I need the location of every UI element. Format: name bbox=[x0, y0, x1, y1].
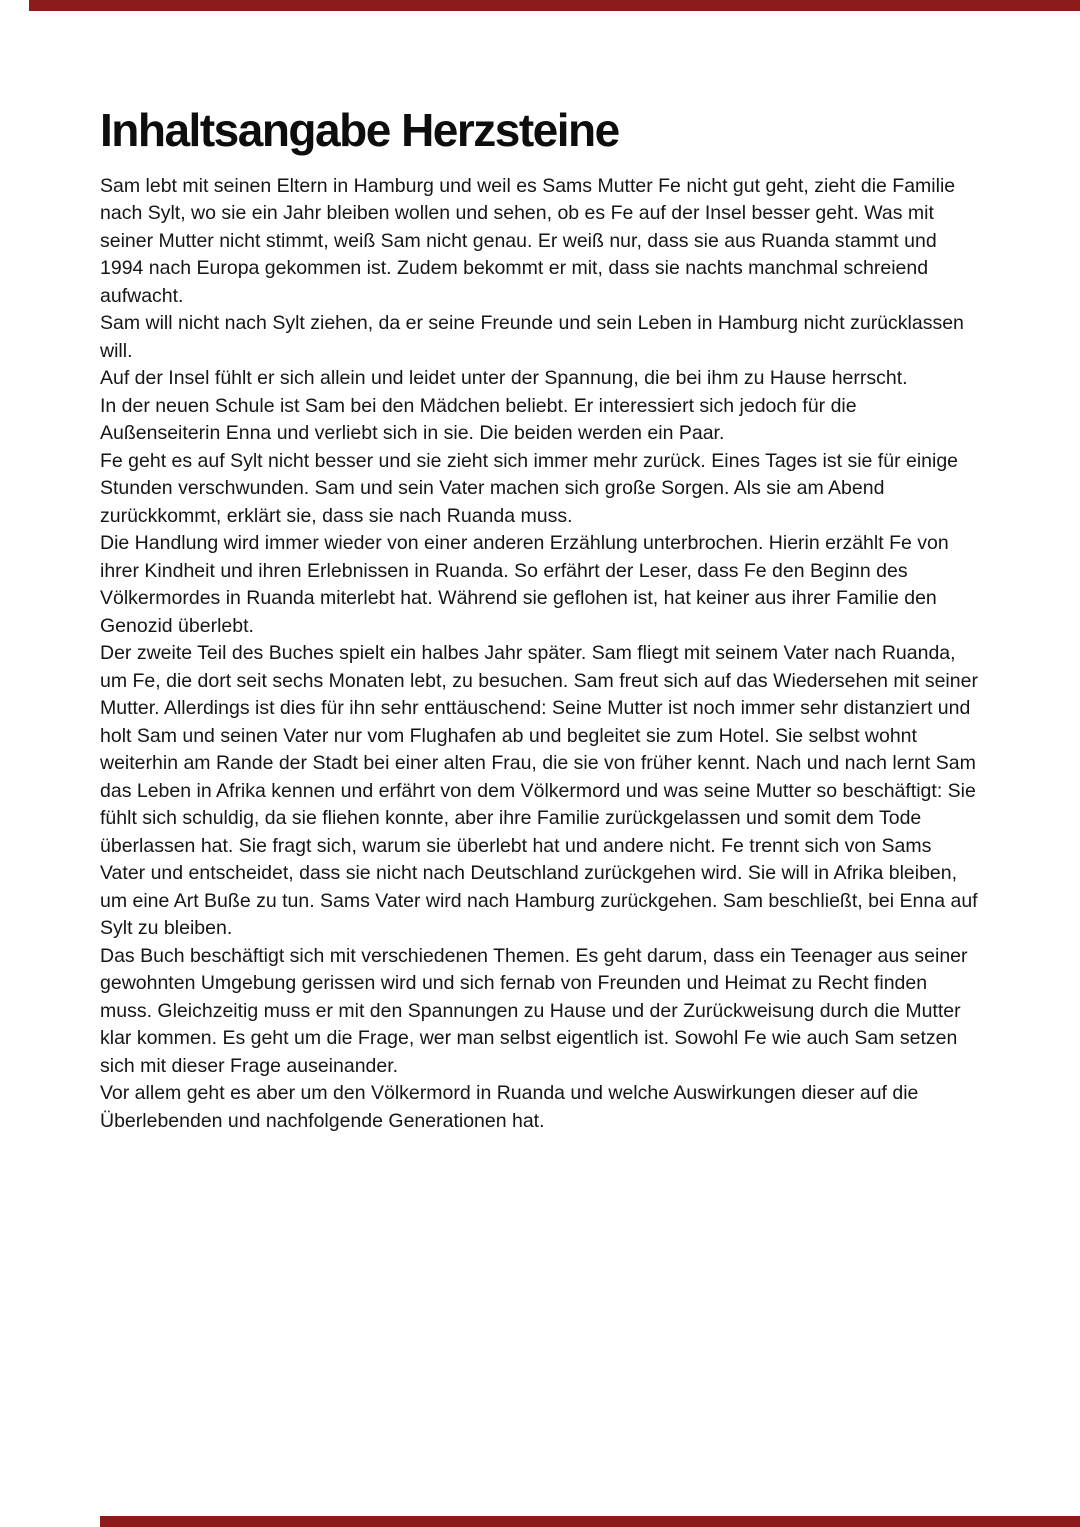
paragraph-sam-refusal: Sam will nicht nach Sylt ziehen, da er seine Freunde und sein Leben in Hamburg nicht zurücklassen will. bbox=[100, 312, 964, 362]
paragraph-themes: Das Buch beschäftigt sich mit verschiedenen Themen. Es geht darum, dass ein Teenager aus seiner gewohnten Umgebung gerissen wird und sich fernab von Freunden und Heimat zu Recht finden muss. Gleichzeitig muss er mit den Spannungen zu Hause und der Zurückweisung durch die Mutter klar kommen. Es geht um die Frage, wer man selbst eigentlich ist. Sowohl Fe wie auch Sam setzen sich mit dieser Frage auseinander. bbox=[100, 944, 968, 1077]
document-content bbox=[100, 104, 980, 1135]
paragraph-school-enna: In der neuen Schule ist Sam bei den Mädchen beliebt. Er interessiert sich jedoch für die Außenseiterin Enna und verliebt sich in sie. Die beiden werden ein Paar. bbox=[100, 394, 857, 445]
paragraph-genocide-conclusion: Vor allem geht es aber um den Völkermord in Ruanda und welche Auswirkungen dieser auf die Überlebenden und nachfolgende Generationen hat. bbox=[100, 1082, 919, 1132]
paragraph-second-part-ruanda: Der zweite Teil des Buches spielt ein halbes Jahr später. Sam fliegt mit seinem Vater nach Ruanda, um Fe, die dort seit sechs Monaten lebt, zu besuchen. Sam freut sich auf das Wiedersehen mit seiner Mutter. Allerdings ist dies für ihn sehr enttäuschend: Seine Mutter ist noch immer sehr distanziert und holt Sam und seinen Vater nur vom Flughafen ab und begleitet sie zum Hotel. Sie selbst wohnt weiterhin am Rande der Stadt bei einer alten Frau, die sie von früher kennt. Nach und nach lernt Sam das Leben in Afrika kennen und erfährt von dem Völkermord und was seine Mutter so beschäftigt: Sie fühlt sich schuldig, da sie fliehen konnte, aber ihre Familie zurückgelassen und somit dem Tode überlassen hat. Sie fragt sich, warum sie überlebt hat und andere nicht. Fe trennt sich von Sams Vater und entscheidet, dass sie nicht nach Deutschland zurückgehen wird. Sie will in Afrika bleiben, um eine Art Buße zu tun. Sams Vater wird nach Hamburg zurückgehen. Sam beschließt, bei Enna auf Sylt zu bleiben. bbox=[100, 642, 978, 940]
top-edge-red-bar bbox=[29, 0, 1080, 11]
summary-text bbox=[100, 173, 980, 1136]
paragraph-fe-withdrawal: Fe geht es auf Sylt nicht besser und sie zieht sich immer mehr zurück. Eines Tages ist sie für einige Stunden verschwunden. Sam und sein Vater machen sich große Sorgen. Als sie am Abend zurückkommt, erklärt sie, dass sie nach Ruanda muss. bbox=[100, 449, 959, 527]
paragraph-inner-narrative-ruanda: Die Handlung wird immer wieder von einer anderen Erzählung unterbrochen. Hierin erzählt Fe von ihrer Kindheit und ihren Erlebnissen in Ruanda. So erfährt der Leser, dass Fe den Beginn des Völkermordes in Ruanda miterlebt hat. Während sie geflohen ist, hat keiner aus ihrer Familie den Genozid überlebt. bbox=[100, 532, 949, 637]
paragraph-intro-family-move: Sam lebt mit seinen Eltern in Hamburg und weil es Sams Mutter Fe nicht gut geht, zieht die Familie nach Sylt, wo sie ein Jahr bleiben wollen und sehen, ob es Fe auf der Insel besser geht. Was mit seiner Mutter nicht stimmt, weiß Sam nicht genau. Er weiß nur, dass sie aus Ruanda stammt und 1994 nach Europa gekommen ist. Zudem bekommt er mit, dass sie nachts manchmal schreiend aufwacht. bbox=[100, 174, 956, 307]
bottom-edge-red-bar bbox=[100, 1516, 1080, 1527]
page-title: Inhaltsangabe Herzsteine bbox=[100, 104, 619, 156]
paragraph-island-loneliness: Auf der Insel fühlt er sich allein und leidet unter der Spannung, die bei ihm zu Hause herrscht. bbox=[100, 367, 908, 390]
